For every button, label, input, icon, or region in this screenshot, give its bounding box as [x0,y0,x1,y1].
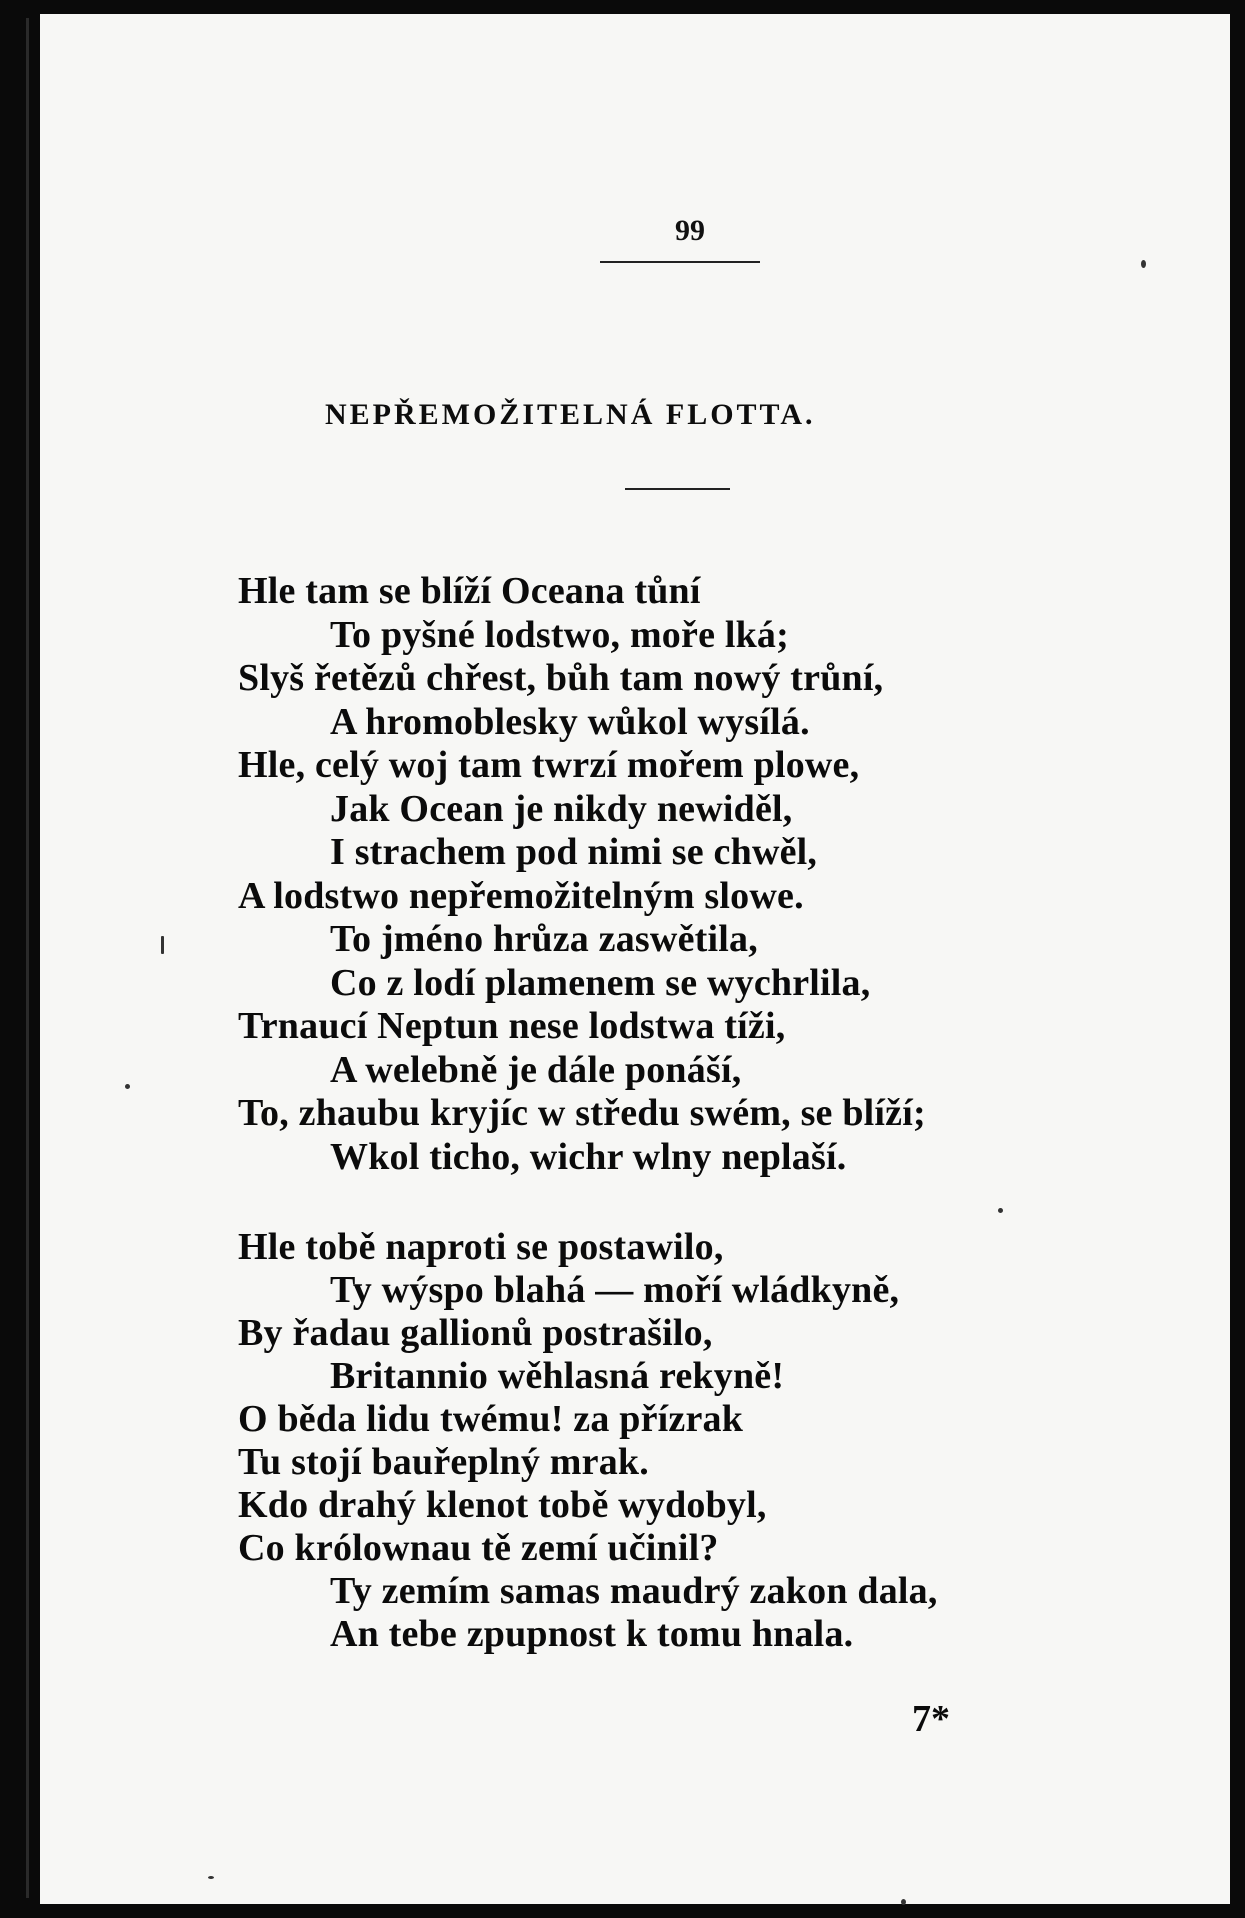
poem-line [238,614,1118,658]
poem-line [238,1092,1118,1136]
poem-line [238,1049,1118,1093]
poem-line-text: Co z lodí plamenem se wychrlila, [330,961,871,1004]
poem-line-text: O běda lidu twému! za přízrak [238,1398,744,1440]
poem-line [238,1136,1118,1180]
poem-line-text: Jak Ocean je nikdy newiděl, [330,787,793,830]
poem-line-text: Kdo drahý klenot tobě wydobyl, [238,1484,767,1526]
poem-line-text: To jméno hrůza zaswětila, [330,918,758,960]
signature-mark: 7* [912,1698,950,1740]
poem-line [238,1226,1118,1269]
print-speck [125,1084,130,1089]
poem-line [238,1355,1118,1398]
poem-line [238,875,1118,919]
poem-line-text: Hle tobě naproti se postawilo, [238,1226,724,1268]
poem-line-text: Hle, celý woj tam twrzí mořem plowe, [238,744,860,786]
poem-line-text: An tebe zpupnost k tomu hnala. [330,1613,854,1655]
print-speck [901,1899,906,1905]
poem-line [238,1613,1118,1656]
poem-line-text: Ty zemím samas maudrý zakon dala, [330,1570,938,1612]
print-speck [1141,260,1146,268]
poem-line [238,1005,1118,1049]
poem-line-text: To, zhaubu kryjíc w středu swém, se blíží; [238,1092,926,1134]
poem-line [238,1527,1118,1570]
page-left-edge [26,18,29,1898]
poem-line [238,831,1118,875]
stanza-1 [238,570,1118,1179]
poem-line-text: A hromoblesky wůkol wysílá. [330,700,810,743]
print-speck [161,936,164,954]
poem-line [238,701,1118,745]
poem-title: NEPŘEMOŽITELNÁ FLOTTA. [325,398,816,431]
poem-line-text: To pyšné lodstwo, moře lká; [330,613,789,656]
poem-line-text: Wkol ticho, wichr wlny neplaší. [330,1135,847,1178]
page-number: 99 [675,214,705,247]
poem-line-text: Tu stojí bauřeplný mrak. [238,1441,649,1483]
stanza-2 [238,1226,1118,1656]
page-number-rule [600,261,760,263]
poem-line [238,1441,1118,1484]
book-page [40,14,1230,1904]
poem-line-text: Slyš řetězů chřest, bůh tam nowý trůní, [238,657,884,699]
poem-line-text: A lodstwo nepřemožitelným slowe. [238,874,804,917]
poem-line [238,657,1118,701]
poem-line [238,1484,1118,1527]
title-rule [625,488,730,490]
poem-line [238,1312,1118,1355]
poem-line-text: Britannio wěhlasná rekyně! [330,1355,785,1397]
print-speck [208,1876,214,1879]
poem-line-text: Ty wýspo blahá — moří wládkyně, [330,1269,900,1311]
poem-line [238,744,1118,788]
poem-line [238,918,1118,962]
poem-line [238,962,1118,1006]
poem-line [238,570,1118,614]
poem-line-text: I strachem pod nimi se chwěl, [330,831,818,873]
poem-line-text: Co królownau tě zemí učinil? [238,1527,719,1569]
poem-line [238,1398,1118,1441]
poem-line [238,1269,1118,1312]
poem-line-text: Trnaucí Neptun nese lodstwa tíži, [238,1005,786,1047]
poem-line [238,788,1118,832]
poem-line-text: By řadau gallionů postrašilo, [238,1312,713,1354]
print-speck [998,1208,1003,1213]
poem-line [238,1570,1118,1613]
poem-line-text: A welebně je dále ponáší, [330,1048,742,1091]
poem-line-text: Hle tam se blíží Oceana tůní [238,570,701,612]
